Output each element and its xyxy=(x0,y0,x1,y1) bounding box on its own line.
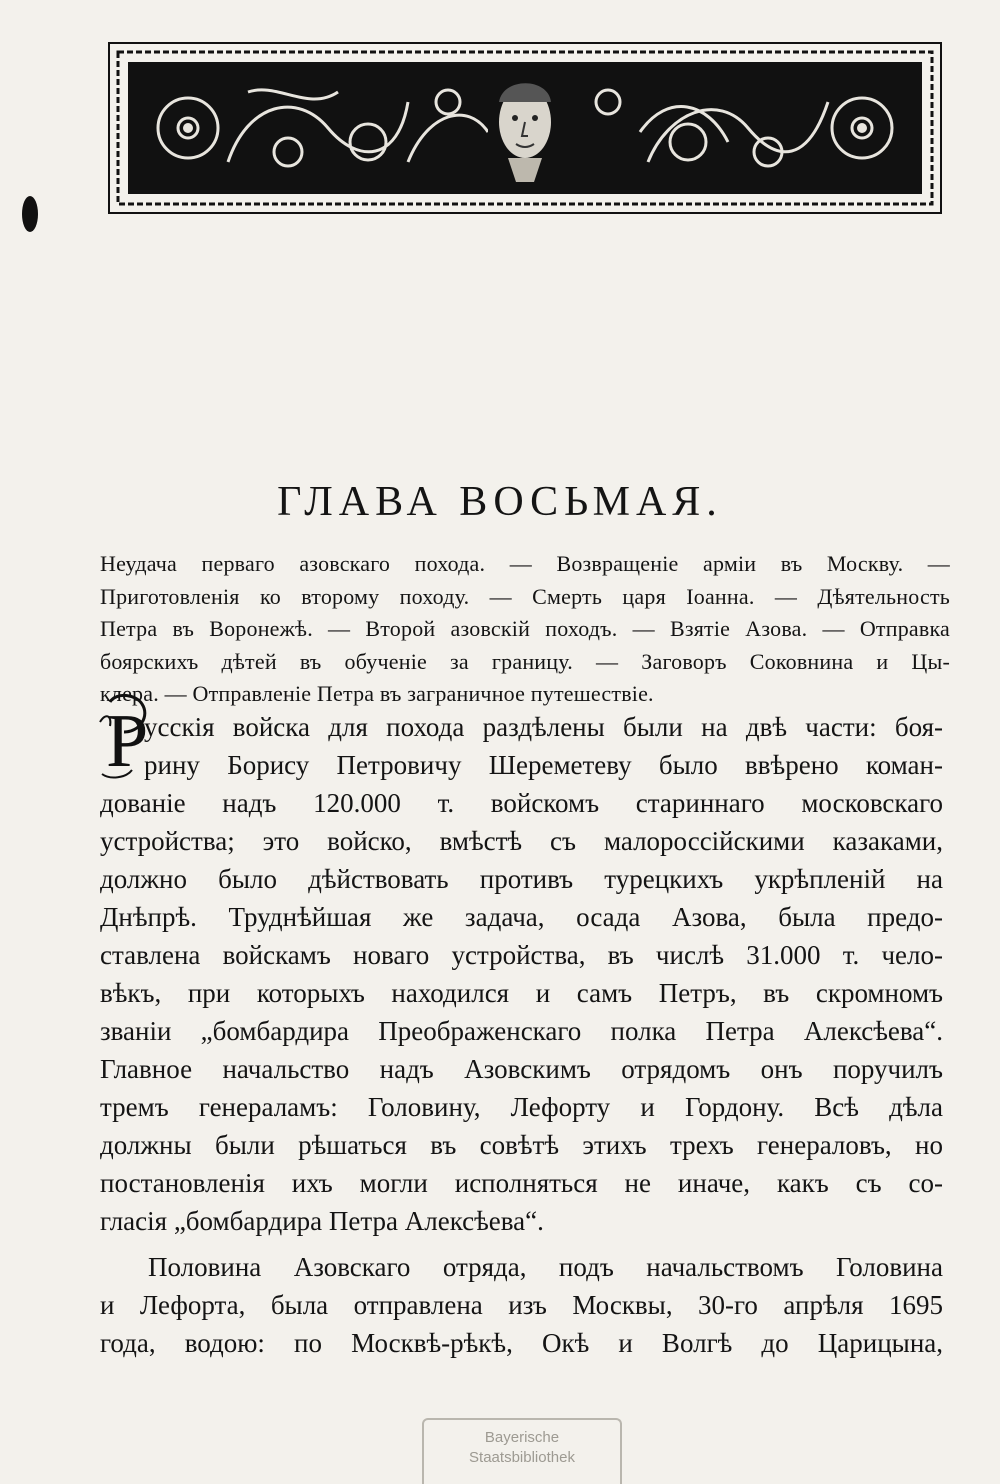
chapter-summary xyxy=(100,548,950,711)
chapter-title: ГЛАВА ВОСЬМАЯ. xyxy=(277,479,723,525)
body-line: вѣкъ, при которыхъ находился и самъ Петръ, въ скромномъ xyxy=(100,978,943,1008)
summary-line: Неудача перваго азовскаго похода. — Возвращеніе арміи въ Москву. — xyxy=(100,551,950,576)
body-line: ставлена войскамъ новаго устройства, въ числѣ 31.000 т. чело- xyxy=(100,940,943,970)
body-line: дованіе надъ 120.000 т. войскомъ стариннаго московскаго xyxy=(100,788,943,818)
body-line: усскія войска для похода раздѣлены были на двѣ части: боя- xyxy=(144,712,943,742)
body-line: Половина Азовскаго отряда, подъ начальствомъ Головина xyxy=(148,1252,943,1282)
stamp-line: Staatsbibliothek xyxy=(469,1449,575,1466)
body-line: рину Борису Петровичу Шереметеву было ввѣрено коман- xyxy=(144,750,943,780)
ornament-icon xyxy=(108,42,942,214)
drop-cap-letter: Р xyxy=(106,699,149,780)
body-line: устройства; это войско, вмѣстѣ съ малороссійскими казаками, xyxy=(100,826,943,856)
body-line: постановленія ихъ могли исполняться не иначе, какъ съ со- xyxy=(100,1168,943,1198)
body-line: и Лефорта, была отправлена изъ Москвы, 30-го апрѣля 1695 xyxy=(100,1290,943,1320)
body-line: Днѣпрѣ. Труднѣйшая же задача, осада Азова, была предо- xyxy=(100,902,943,932)
body-line: званіи „бомбардира Преображенскаго полка Петра Алексѣева“. xyxy=(100,1016,943,1046)
summary-line: боярскихъ дѣтей въ обученіе за границу. — Заговоръ Соковнина и Цы- xyxy=(100,648,950,674)
body-line: должны были рѣшаться въ совѣтѣ этихъ трехъ генераловъ, но xyxy=(100,1130,943,1160)
body-line: гласія „бомбардира Петра Алексѣева“. xyxy=(100,1206,544,1236)
body-line: должно было дѣйствовать противъ турецкихъ укрѣпленій на xyxy=(100,864,943,894)
stamp-line: Bayerische xyxy=(484,1429,560,1446)
body-text xyxy=(100,708,943,1362)
summary-line: клера. — Отправленіе Петра въ заграничное путешествіе. xyxy=(100,681,654,706)
body-line: тремъ генераламъ: Головину, Лефорту и Гордону. Всѣ дѣла xyxy=(100,1092,943,1122)
body-line: года, водою: по Москвѣ-рѣкѣ, Окѣ и Волгѣ до Царицына, xyxy=(100,1328,943,1358)
summary-line: Приготовленія ко второму походу. — Смерть царя Іоанна. — Дѣятельность xyxy=(100,583,950,609)
library-stamp xyxy=(422,1418,622,1484)
ink-blot xyxy=(22,196,38,232)
ornamental-headpiece xyxy=(108,42,942,214)
summary-line: Петра въ Воронежѣ. — Второй азовскій походъ. — Взятіе Азова. — Отправка xyxy=(100,616,950,641)
body-line: Главное начальство надъ Азовскимъ отрядомъ онъ поручилъ xyxy=(100,1054,943,1084)
